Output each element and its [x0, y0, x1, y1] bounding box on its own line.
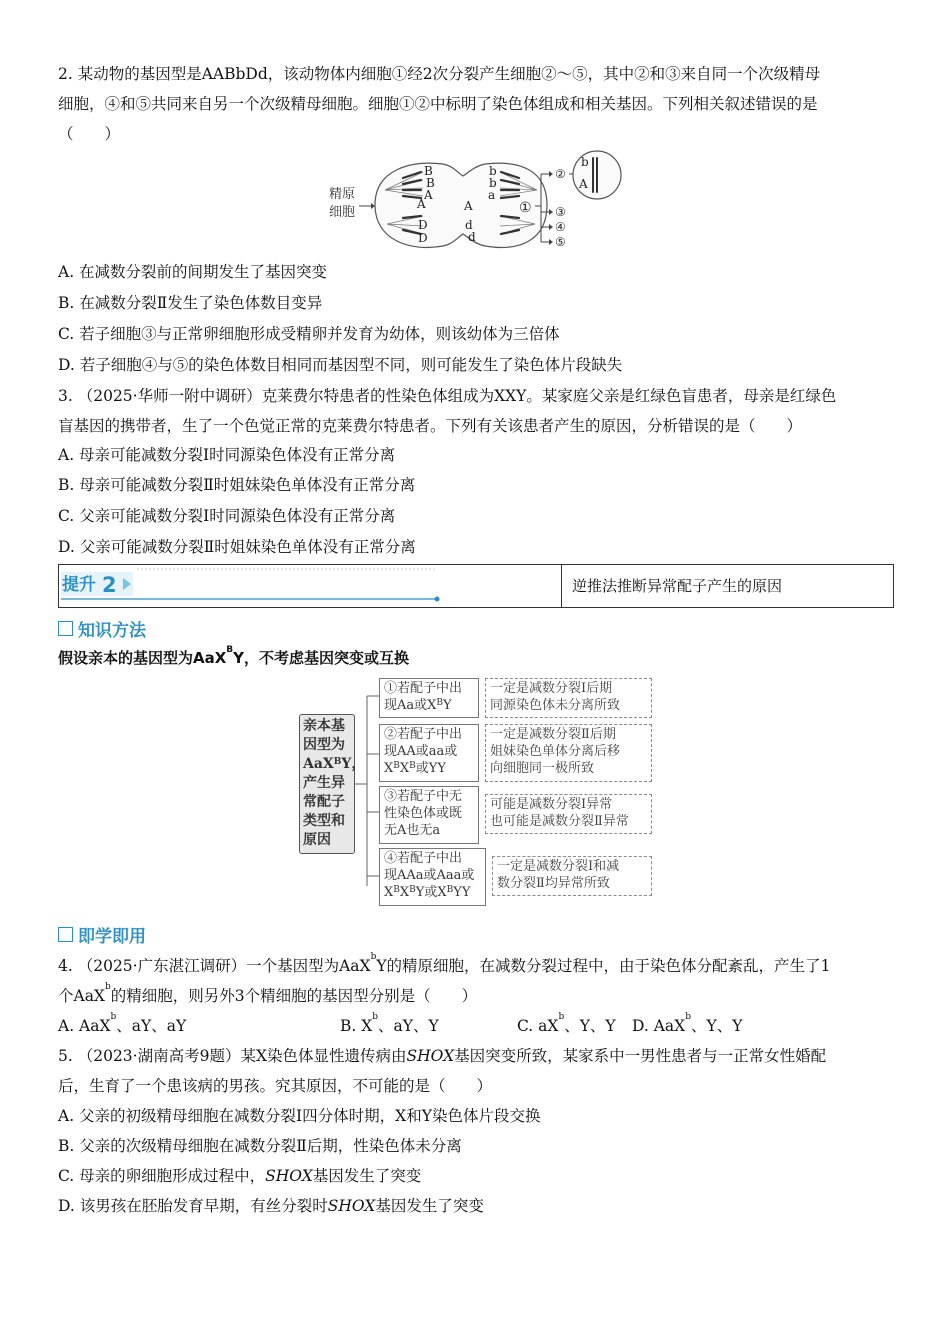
meiosis-figure: [325, 150, 630, 255]
checkbox-icon: [58, 621, 73, 636]
figure-label-line1: 精原: [329, 187, 356, 202]
q4-option-d: D. AaX$^b$、Y、Y: [632, 1012, 743, 1035]
q3-option-d: D. 父亲可能减数分裂Ⅱ时姐妹染色单体没有正常分离: [58, 538, 416, 556]
cell5-label: ⑤: [555, 235, 566, 249]
cell4-label: ④: [555, 220, 566, 234]
flow-result-2: 一定是减数分裂Ⅱ后期 姐妹染色单体分离后移 向细胞同一极所致: [485, 724, 652, 782]
figure-label-line2: 细胞: [329, 205, 356, 220]
q3-option-b: B. 母亲可能减数分裂Ⅱ时姐妹染色单体没有正常分离: [58, 476, 416, 494]
gene-rt-2: a: [488, 188, 496, 202]
cell2-label: ②: [555, 167, 566, 181]
method-heading-text: 知识方法: [78, 621, 146, 641]
flow-result-1: 一定是减数分裂Ⅰ后期 同源染色体未分离所致: [485, 678, 652, 718]
flow-case-4: ④若配子中出 现AAa或Aaa或 $X^BX^BY$或$X^BYY$: [379, 848, 486, 906]
q5-option-b: B. 父亲的次级精母细胞在减数分裂Ⅱ后期，性染色体未分离: [58, 1137, 462, 1155]
gene-lt-3: A: [417, 197, 426, 211]
banner-left: [59, 565, 559, 607]
q4-option-b: B. $X^b$、aY、Y: [340, 1012, 439, 1035]
banner-tag: 提升: [62, 575, 96, 595]
banner-num: 2: [102, 573, 117, 597]
gene-lb-0: D: [418, 218, 428, 232]
q2-stem-line1: 2. 某动物的基因型是AABbDd，该动物体内细胞①经2次分裂产生细胞②～⑤，其中②和③来自同一个次级精母: [58, 65, 821, 83]
q4-stem-line1: 4. （2025·广东湛江调研）一个基因型为AaX$^b$Y的精原细胞，在减数分裂过程中，由于染色体分配紊乱，产生了1: [58, 952, 831, 975]
gene-rb-1: d: [468, 230, 476, 244]
q5-option-a: A. 父亲的初级精母细胞在减数分裂Ⅰ四分体时期，X和Y染色体片段交换: [58, 1107, 541, 1125]
q5-option-d: D. 该男孩在胚胎发育早期，有丝分裂时SHOX基因发生了突变: [58, 1197, 484, 1215]
cell1-label: ①: [519, 200, 532, 216]
practice-heading-text: 即学即用: [78, 927, 146, 947]
gene-lt-0: B: [424, 164, 433, 178]
gene-rb-0: d: [465, 218, 473, 232]
flow-case-2: ②若配子中出 现AA或aa或 $X^BX^B$或YY: [379, 724, 479, 782]
gene-rt-1: b: [489, 176, 497, 190]
q5-option-c: C. 母亲的卵细胞形成过程中，SHOX基因发生了突变: [58, 1167, 422, 1185]
q5-stem-line1: 5. （2023·湖南高考9题）某X染色体显性遗传病由SHOX基因突变所致，某家系中一男性患者与一正常女性婚配: [58, 1047, 827, 1065]
q3-option-a: A. 母亲可能减数分裂Ⅰ时同源染色体没有正常分离: [58, 446, 396, 464]
gene-lb-1: D: [418, 231, 428, 245]
cell2-gene-1: A: [579, 177, 588, 191]
gene-rt-3: A: [464, 199, 473, 213]
q4-stem-line2: 个AaX$^b$的精细胞，则另外3个精细胞的基因型分别是（ ）: [58, 982, 478, 1005]
q3-stem-line2: 盲基因的携带者，生了一个色觉正常的克莱费尔特患者。下列有关该患者产生的原因，分析错误的是（ ）: [58, 417, 803, 435]
cell3-label: ③: [555, 205, 566, 219]
q3-stem-line1: 3. （2025·华师一附中调研）克莱费尔特患者的性染色体组成为XXY。某家庭父亲是红绿色盲患者，母亲是红绿色: [58, 387, 837, 405]
method-intro: 假设亲本的基因型为AaX$^B$Y，不考虑基因突变或互换: [58, 645, 410, 667]
flow-result-3: 可能是减数分裂Ⅰ异常 也可能是减数分裂Ⅱ异常: [485, 794, 652, 834]
checkbox-icon: [58, 927, 73, 942]
flow-case-1: ①若配子中出 现Aa或$X^BY$: [379, 678, 479, 718]
practice-heading: [58, 922, 146, 947]
q2-option-a: A. 在减数分裂前的间期发生了基因突变: [58, 263, 328, 281]
q3-option-c: C. 父亲可能减数分裂Ⅰ时同源染色体没有正常分离: [58, 507, 396, 525]
banner-title: 逆推法推断异常配子产生的原因: [561, 565, 893, 607]
flow-case-3: ③若配子中无 性染色体或既 无A也无a: [379, 786, 479, 844]
gene-lt-2: A: [424, 188, 433, 202]
method-heading: [58, 616, 146, 641]
q2-stem-line2: 细胞，④和⑤共同来自另一个次级精母细胞。细胞①②中标明了染色体组成和相关基因。下列相关叙述错误的是: [58, 95, 818, 113]
flow-result-4: 一定是减数分裂Ⅰ和减 数分裂Ⅱ均异常所致: [492, 856, 652, 896]
q2-stem-line3: （ ）: [58, 125, 121, 143]
gene-rt-0: b: [489, 164, 497, 178]
section-banner: [58, 564, 894, 608]
q2-option-d: D. 若子细胞④与⑤的染色体数目相同而基因型不同，则可能发生了染色体片段缺失: [58, 356, 623, 374]
q4-option-a: A. AaX$^b$、aY、aY: [58, 1012, 187, 1035]
q2-option-c: C. 若子细胞③与正常卵细胞形成受精卵并发育为幼体，则该幼体为三倍体: [58, 325, 560, 343]
q2-option-b: B. 在减数分裂Ⅱ发生了染色体数目变异: [58, 294, 323, 312]
cell2-gene-0: b: [581, 155, 589, 169]
gene-lt-1: B: [426, 176, 435, 190]
flow-root: 亲本基 因型为 AaX$^B$Y， 产生异 常配子 类型和 原因: [299, 714, 355, 854]
q5-stem-line2: 后，生育了一个患该病的男孩。究其原因，不可能的是（ ）: [58, 1077, 493, 1095]
q4-option-c: C. $aX^b$、Y、Y: [517, 1012, 616, 1035]
banner-decoration: [59, 565, 559, 607]
